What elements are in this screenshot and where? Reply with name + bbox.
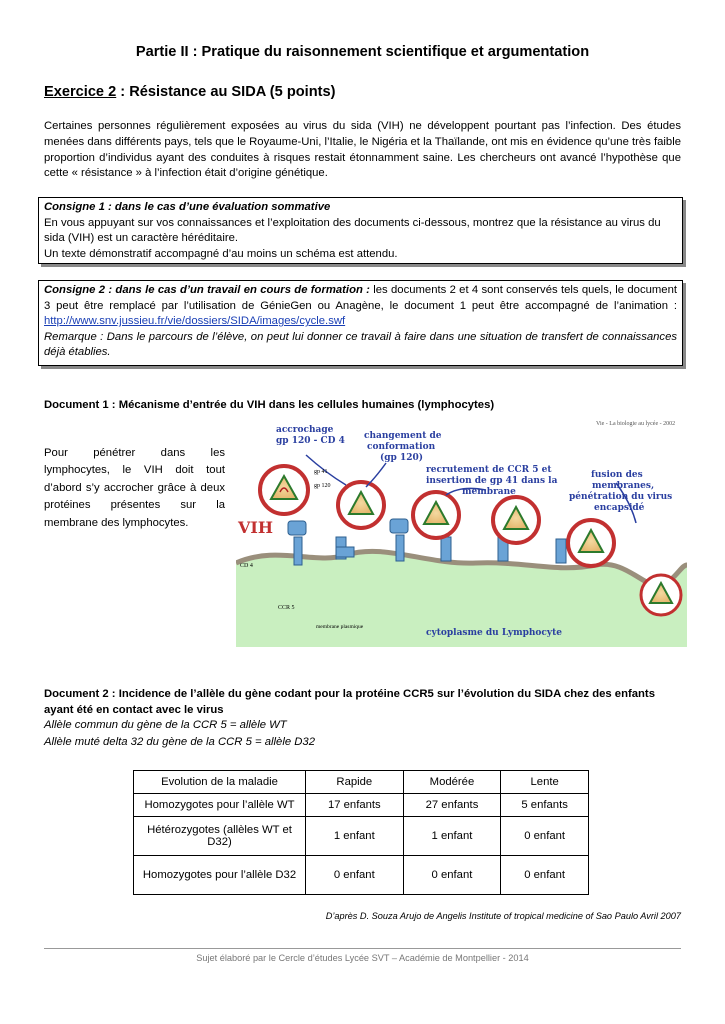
arrow (366, 463, 386, 487)
doc2-title: Document 2 : Incidence de l’allèle du gène codant pour la protéine CCR5 sur l’évolution du SIDA chez des enfants ayant été en contact avec le virus (44, 688, 655, 716)
label-recrutement: recrutement de CCR 5 et insertion de gp 41 dans la membrane (426, 465, 558, 497)
consigne2-box (38, 280, 683, 366)
figure-credit: Vie - La biologie au lycée - 2002 (596, 421, 676, 427)
cd4-receptor (390, 519, 408, 533)
table-cell: Homozygotes pour l’allèle WT (134, 794, 306, 817)
consigne1-text: En vous appuyant sur vos connaissances et l’exploitation des documents ci-dessous, montrez que la résistance au virus du sida (VIH) est un caractère héréditaire. (44, 216, 661, 245)
table-row (134, 856, 589, 895)
doc1-title: Document 1 : Mécanisme d’entrée du VIH dans les cellules humaines (lymphocytes) (44, 399, 495, 411)
label-changement: changement de conformation (gp 120) (364, 431, 442, 463)
exercise-title (44, 84, 335, 100)
table-cell: Hétérozygotes (allèles WT et D32) (134, 817, 306, 856)
table-cell: 1 enfant (403, 817, 501, 856)
ccr5-receptor (441, 537, 451, 561)
animation-link[interactable]: http://www.snv.jussieu.fr/vie/dossiers/SIDA/images/cycle.swf (44, 315, 346, 328)
table-header-cell: Rapide (306, 771, 404, 794)
allele-d32-line: Allèle muté delta 32 du gène de la CCR 5 = allèle D32 (44, 736, 315, 748)
intro-paragraph: Certaines personnes régulièrement exposées au virus du sida (VIH) ne développent pourtant pas l’infection. Des études menées dans différents pays, tels que le Royaume-Uni, l’Italie, le Nigéria et la Thaïlande, ont mis en évidence qu’une très faible proportion d’individus ayant des conduites à risques restait étonnamment saine. Les chercheurs ont avancé l’hypothèse que cette « résistance » à l’infection était d’origine génétique. (44, 120, 681, 180)
consigne2-remark: Remarque : Dans le parcours de l’élève, on peut lui donner ce travail à faire dans une situation de transfert de connaissances déjà établies. (44, 330, 677, 359)
consigne2-text: les documents 2 et 4 sont conservés tels quels, le document 3 peut être remplacé par l’utilisation de GénieGen ou Anagène, le document 1 peut être accompagné de l’animation : (44, 284, 677, 312)
exercise-label: Exercice 2 (44, 84, 117, 100)
consigne1-box (38, 197, 683, 264)
label-cytoplasme: cytoplasme du Lymphocyte (426, 628, 563, 638)
label-gp41: gp 41 (314, 469, 328, 475)
label-vih: VIH (238, 518, 274, 537)
consigne1-heading: Consigne 1 : dans le cas d’une évaluation sommative (44, 201, 331, 213)
table-cell: 0 enfant (501, 856, 589, 895)
table-cell: 1 enfant (306, 817, 404, 856)
label-membrane: membrane plasmique (316, 624, 364, 630)
table-cell: 5 enfants (501, 794, 589, 817)
table-row (134, 817, 589, 856)
table-row (134, 794, 589, 817)
cd4-receptor (396, 535, 404, 561)
hiv-entry-figure (236, 415, 687, 647)
doc1-text: Pour pénétrer dans les lymphocytes, le VIH doit tout d’abord s’y accrocher grâce à deux protéines présentes sur la membrane des lymphocytes. (44, 447, 225, 529)
footer-text: Sujet élaboré par le Cercle d’études Lycée SVT – Académie de Montpellier - 2014 (196, 953, 529, 963)
cd4-receptor (294, 537, 302, 565)
table-cell: 0 enfant (403, 856, 501, 895)
ccr5-receptor (336, 547, 354, 557)
cd4-receptor (288, 521, 306, 535)
label-ccr5: CCR 5 (278, 605, 295, 611)
table-header-cell: Modérée (403, 771, 501, 794)
table-header-row (134, 771, 589, 794)
results-table (133, 770, 589, 895)
allele-wt-line: Allèle commun du gène de la CCR 5 = allèle WT (44, 719, 287, 731)
table-header-cell: Lente (501, 771, 589, 794)
table-cell: 0 enfant (501, 817, 589, 856)
label-fusion: fusion des membranes, pénétration du virus encapsidé (569, 470, 673, 513)
exercise-heading: : Résistance au SIDA (5 points) (116, 84, 336, 100)
table-cell: 0 enfant (306, 856, 404, 895)
ccr5-receptor (556, 539, 566, 563)
consigne1-text-2: Un texte démonstratif accompagné d’au moins un schéma est attendu. (44, 247, 398, 260)
consigne2-heading: Consigne 2 : dans le cas d’un travail en cours de formation : (44, 284, 370, 296)
table-header-cell: Evolution de la maladie (134, 771, 306, 794)
label-accrochage: accrochage gp 120 - CD 4 (276, 425, 345, 446)
table-cell: 27 enfants (403, 794, 501, 817)
table-cell: Homozygotes pour l’allèle D32 (134, 856, 306, 895)
label-cd4: CD 4 (240, 563, 253, 569)
table-cell: 17 enfants (306, 794, 404, 817)
source-citation: D’après D. Souza Arujo de Angelis Institute of tropical medicine of Sao Paulo Avril 2007 (325, 911, 681, 921)
footer-divider (44, 948, 681, 949)
label-gp120: gp 120 (314, 483, 331, 489)
part-title: Partie II : Pratique du raisonnement scientifique et argumentation (135, 44, 590, 60)
